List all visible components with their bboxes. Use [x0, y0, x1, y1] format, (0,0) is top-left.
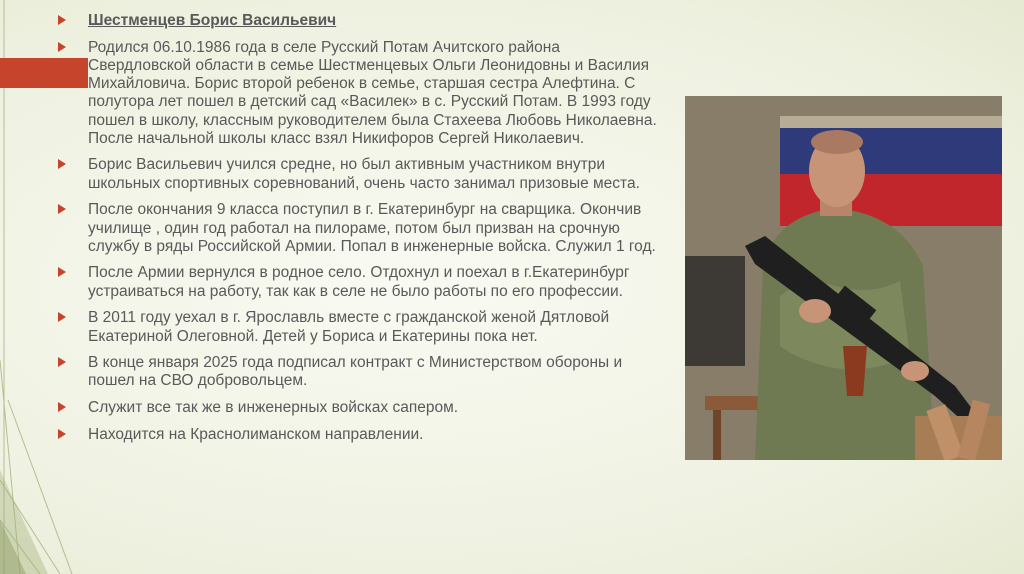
bullet-text: Борис Васильевич учился средне, но был активным участником внутри школьных спортивных соревнований, очень часто занимал призовые места.	[88, 156, 640, 192]
bullet-location	[58, 426, 658, 444]
arrow-bullet-icon	[58, 159, 66, 169]
person-name: Шестменцев Борис Васильевич	[88, 12, 337, 29]
arrow-bullet-icon	[58, 357, 66, 367]
arrow-bullet-icon	[58, 429, 66, 439]
bullet-text: В 2011 году уехал в г. Ярославль вместе с гражданской женой Дятловой Екатериной Олеговной. Детей у Бориса и Екатерины пока нет.	[88, 309, 610, 345]
portrait-photo	[685, 96, 1002, 460]
bullet-text: После Армии вернулся в родное село. Отдохнул и поехал в г.Екатеринбург устраиваться на работу, так как в селе не было работы по его профессии.	[88, 264, 630, 300]
bullet-school	[58, 156, 658, 192]
bullet-title	[58, 12, 658, 30]
bullet-text: Родился 06.10.1986 года в селе Русский Потам Ачитского района Свердловской области в семье Шестменцевых Ольги Леонидовны и Василия Михайловича. Борис второй ребенок в семье, старшая сестра Алефтина. С полутора лет пошел в детский сад «Василек» в с. Русский Потам. В 1993 году пошел в школу, классным руководителем была Стахеева Любовь Николаевна. После начальной школы класс взял Никифоров Сергей Николаевич.	[88, 38, 657, 147]
bullet-service	[58, 399, 658, 417]
bullet-after-army	[58, 264, 658, 300]
bullet-text: В конце января 2025 года подписал контракт с Министерством обороны и пошел на СВО добровольцем.	[88, 354, 623, 390]
arrow-bullet-icon	[58, 42, 66, 52]
arrow-bullet-icon	[58, 402, 66, 412]
arrow-bullet-icon	[58, 204, 66, 214]
arrow-bullet-icon	[58, 15, 66, 25]
arrow-bullet-icon	[58, 267, 66, 277]
bullet-contract	[58, 354, 658, 390]
bullet-text: Находится на Краснолиманском направлении.	[88, 425, 424, 443]
arrow-bullet-icon	[58, 312, 66, 322]
bullet-biography	[58, 39, 658, 148]
bullet-yaroslavl	[58, 309, 658, 345]
bullet-text: Служит все так же в инженерных войсках сапером.	[88, 399, 459, 417]
bullet-text: После окончания 9 класса поступил в г. Екатеринбург на сварщика. Окончив училище , один год работал на пилораме, потом был призван на срочную службу в ряды Российской Армии. Попал в инженерные войска. Служил 1 год.	[88, 201, 656, 255]
bullet-education	[58, 201, 658, 256]
slide-content	[58, 12, 658, 453]
soldier-photo-illustration	[685, 96, 1002, 460]
